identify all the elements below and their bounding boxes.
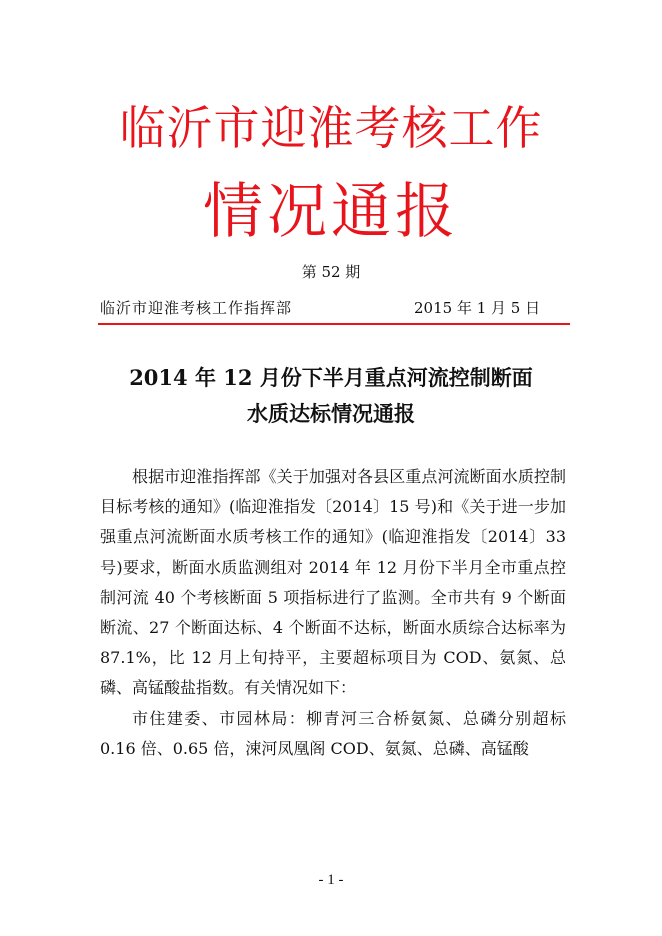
document-body	[100, 462, 566, 764]
body-paragraph: 根据市迎淮指挥部《关于加强对各县区重点河流断面水质控制目标考核的通知》(临迎淮指发〔2014〕15 号)和《关于进一步加强重点河流断面水质考核工作的通知》(临迎淮指发〔2014〕33 号)要求，断面水质监测组对 2014 年 12 月份下半月全市重点控制河流 40 个考核断面 5 项指标进行了监测。全市共有 9 个断面断流、27 个断面达标、4 个断面不达标，断面水质综合达标率为 87.1%，比 12 月上旬持平，主要超标项目为 COD、氨氮、总磷、高锰酸盐指数。有关情况如下：	[100, 467, 566, 698]
red-divider-line	[98, 323, 570, 325]
document-title-line1: 2014 年 12 月份下半月重点河流控制断面	[129, 365, 533, 390]
page-number: - 1 -	[318, 872, 344, 888]
issue-number: 第 52 期	[301, 263, 361, 281]
body-paragraph: 市住建委、市园林局：柳青河三合桥氨氮、总磷分别超标 0.16 倍、0.65 倍，涑河凤凰阁 COD、氨氮、总磷、高锰酸	[100, 708, 566, 758]
masthead-title-line1: 临沂市迎淮考核工作	[119, 101, 543, 155]
masthead-title-line2: 情况通报	[203, 177, 459, 247]
issuer-name: 临沂市迎淮考核工作指挥部	[100, 299, 293, 317]
document-title-line2: 水质达标情况通报	[247, 401, 415, 426]
issue-date: 2015 年 1 月 5 日	[414, 299, 541, 317]
document-title	[100, 360, 562, 432]
